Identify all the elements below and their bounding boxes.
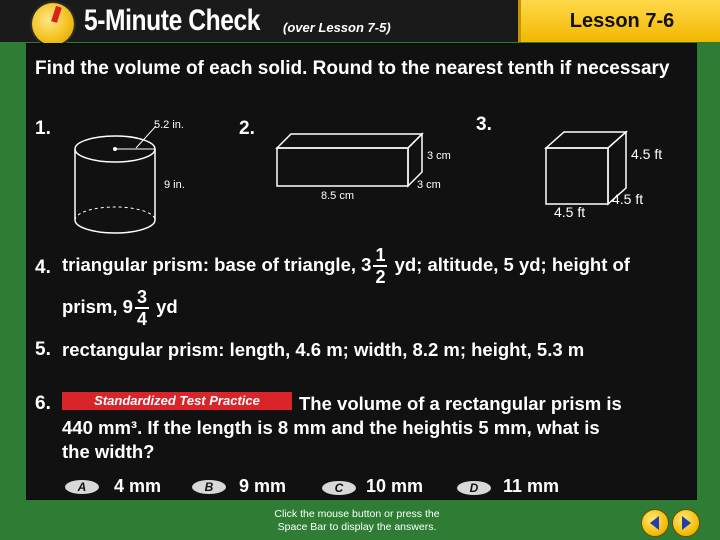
prism-width-label: 3 cm <box>417 179 441 191</box>
q4-line2 <box>62 287 178 329</box>
lesson-label: Lesson 7-6 <box>569 10 675 32</box>
left-arrow-icon <box>642 510 668 536</box>
footer-hint <box>232 508 482 534</box>
cube-side-label: 4.5 ft <box>612 191 644 207</box>
choice-d-text[interactable]: 11 mm <box>503 476 560 496</box>
lesson-tab <box>518 0 720 42</box>
cylinder-height-label: 9 in. <box>164 179 185 191</box>
q2-number: 2. <box>239 118 255 139</box>
q4-fraction-2 <box>135 287 149 329</box>
choice-d-badge[interactable]: D <box>457 481 491 495</box>
back-button[interactable] <box>641 509 669 537</box>
cylinder-radius-label: 5.2 in. <box>154 119 184 131</box>
q4-fraction-1 <box>373 245 387 287</box>
q4-frac1-numerator: 1 <box>375 245 386 265</box>
clock-icon <box>32 3 74 45</box>
q1-number: 1. <box>35 118 51 139</box>
choice-a-text[interactable]: 4 mm <box>114 476 162 496</box>
q4-frac1-denominator: 2 <box>375 267 386 287</box>
q4-text-d: yd <box>156 295 178 317</box>
q5-text: rectangular prism: length, 4.6 m; width, 8.2 m; height, 5.3 m <box>62 339 585 360</box>
choice-c-badge[interactable]: C <box>322 481 356 495</box>
prism-length-label: 8.5 cm <box>321 190 355 202</box>
q6-number: 6. <box>35 393 51 414</box>
standardized-test-banner: Standardized Test Practice <box>62 392 292 410</box>
q4-text-c: prism, 9 <box>62 295 133 317</box>
q6-line3: the width? <box>62 441 155 462</box>
choice-b-text[interactable]: 9 mm <box>239 476 287 496</box>
q4-text-a: triangular prism: base of triangle, 3 <box>62 253 372 275</box>
footer-line1: Click the mouse button or press the <box>274 508 440 520</box>
q4-frac2-numerator: 3 <box>136 287 147 307</box>
page-subtitle: (over Lesson 7-5) <box>283 20 391 35</box>
q3-number: 3. <box>476 114 492 135</box>
cube-height-label: 4.5 ft <box>631 146 663 162</box>
q5-number: 5. <box>35 339 51 360</box>
content-panel <box>26 43 697 500</box>
prism-height-label: 3 cm <box>427 150 451 162</box>
forward-button[interactable] <box>672 509 700 537</box>
choice-c-text[interactable]: 10 mm <box>366 476 424 496</box>
q4-line1 <box>62 245 630 287</box>
q4-number: 4. <box>35 257 51 278</box>
page-title: 5-Minute Check <box>84 4 261 37</box>
q4-frac2-denominator: 4 <box>136 309 147 329</box>
instructions: Find the volume of each solid. Round to the nearest tenth if necessary <box>35 58 670 79</box>
choice-a-badge[interactable]: A <box>65 480 99 494</box>
footer-line2: Space Bar to display the answers. <box>277 521 437 533</box>
choice-b-badge[interactable]: B <box>192 480 226 494</box>
q6-line1: The volume of a rectangular prism is <box>299 393 622 414</box>
cube-front-label: 4.5 ft <box>554 204 586 220</box>
right-arrow-icon <box>673 510 699 536</box>
q6-line2: 440 mm³. If the length is 8 mm and the heightis 5 mm, what is <box>62 417 600 438</box>
q4-text-b: yd; altitude, 5 yd; height of <box>394 253 630 275</box>
